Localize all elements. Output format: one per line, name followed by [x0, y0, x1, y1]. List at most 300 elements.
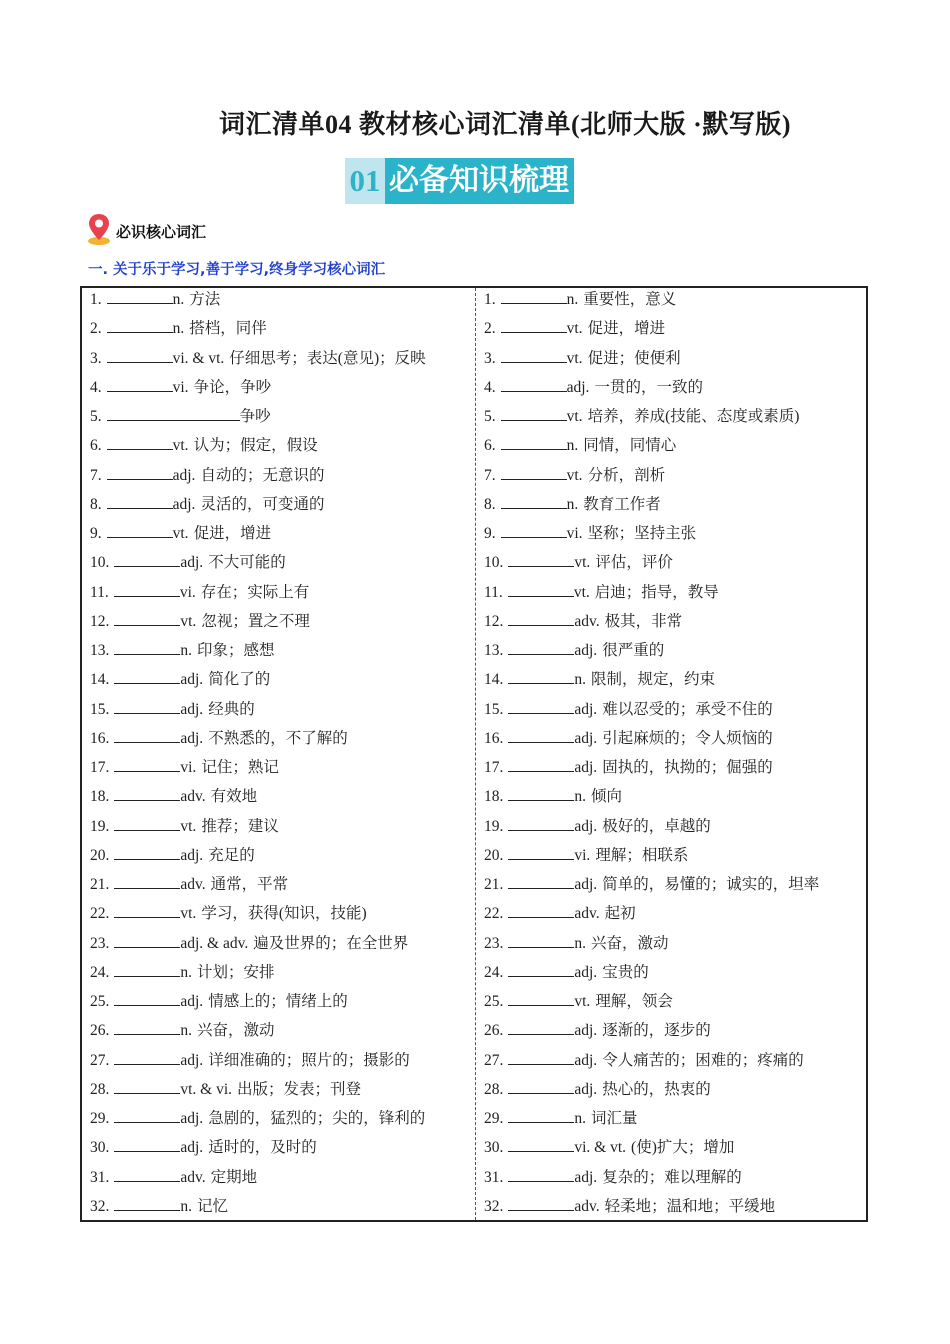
part-of-speech: adj. — [574, 729, 598, 747]
part-of-speech: adj. — [180, 729, 204, 747]
chinese-meaning: 自动的；无意识的 — [200, 466, 325, 484]
item-number: 10. — [90, 554, 110, 572]
vocab-row — [484, 932, 864, 961]
item-number: 3. — [484, 349, 496, 367]
vocab-row — [484, 376, 864, 405]
answer-blank[interactable] — [508, 727, 574, 743]
answer-blank[interactable] — [114, 1166, 180, 1182]
answer-blank[interactable] — [508, 610, 574, 626]
chinese-meaning: 兴奋，激动 — [591, 934, 669, 952]
chinese-meaning: 极其，非常 — [604, 612, 683, 630]
vocab-row — [484, 610, 864, 639]
part-of-speech: vt. — [180, 612, 197, 630]
vocab-row — [484, 727, 864, 756]
vocab-row — [484, 1195, 864, 1224]
answer-blank[interactable] — [114, 698, 180, 714]
answer-blank[interactable] — [107, 317, 173, 333]
item-number: 2. — [484, 320, 496, 338]
answer-blank[interactable] — [508, 1166, 574, 1182]
answer-blank[interactable] — [508, 1107, 574, 1123]
item-number: 27. — [90, 1051, 110, 1069]
chinese-meaning: 很严重的 — [602, 642, 665, 659]
answer-blank[interactable] — [114, 727, 180, 743]
answer-blank[interactable] — [508, 668, 574, 684]
part-of-speech: adv. — [180, 876, 206, 893]
part-of-speech: vi. — [179, 583, 196, 601]
answer-blank[interactable] — [107, 376, 173, 392]
answer-blank[interactable] — [508, 1019, 574, 1035]
vocab-row — [484, 1107, 864, 1136]
part-of-speech: adj. — [574, 876, 598, 893]
answer-blank[interactable] — [501, 347, 567, 363]
chinese-meaning: 理解，领会 — [595, 993, 673, 1010]
item-number: 3. — [90, 349, 102, 367]
chinese-meaning: 教育工作者 — [583, 495, 661, 513]
chinese-meaning: 方法 — [189, 291, 221, 308]
vocab-row — [484, 493, 864, 522]
chinese-meaning: 遍及世界的；在全世界 — [253, 934, 409, 952]
vocab-row — [484, 1136, 864, 1165]
subheading: 一. 关于乐于学习,善于学习,终身学习核心词汇 — [88, 262, 386, 278]
part-of-speech: vt. — [574, 993, 591, 1010]
item-number: 24. — [484, 963, 504, 981]
part-of-speech: n. — [566, 437, 579, 455]
answer-blank[interactable] — [508, 815, 574, 831]
chinese-meaning: 情感上的；情绪上的 — [208, 993, 348, 1010]
part-of-speech: vt. — [566, 408, 583, 425]
part-of-speech: adj. — [180, 700, 204, 718]
item-number: 23. — [90, 934, 110, 952]
vocab-row — [90, 727, 470, 756]
part-of-speech: adj. — [574, 817, 598, 835]
chinese-meaning: 不熟悉的，不了解的 — [208, 729, 348, 747]
answer-blank[interactable] — [114, 785, 180, 801]
answer-blank[interactable] — [114, 639, 180, 655]
item-number: 28. — [484, 1080, 504, 1098]
answer-blank[interactable] — [501, 405, 567, 421]
chinese-meaning: 一贯的，一致的 — [594, 378, 703, 396]
item-number: 12. — [90, 612, 110, 630]
answer-blank[interactable] — [501, 376, 567, 392]
vocab-row — [484, 873, 864, 902]
part-of-speech: adj. — [574, 1080, 598, 1098]
chinese-meaning: 不大可能的 — [208, 554, 286, 572]
chinese-meaning: 宝贵的 — [602, 963, 649, 981]
part-of-speech: vt. — [566, 466, 583, 484]
answer-blank[interactable] — [501, 317, 567, 333]
part-of-speech: vt. — [172, 437, 189, 455]
part-of-speech: n. — [180, 963, 192, 981]
chinese-meaning: 搭档，同伴 — [189, 320, 267, 338]
answer-blank[interactable] — [107, 405, 240, 421]
item-number: 24. — [90, 963, 110, 981]
vocab-row — [484, 844, 864, 873]
vocab-row — [90, 932, 470, 961]
answer-blank[interactable] — [114, 610, 180, 626]
item-number: 12. — [484, 612, 504, 630]
part-of-speech: adj. — [574, 642, 598, 659]
vocab-row — [484, 815, 864, 844]
vocab-row — [484, 405, 864, 434]
badge-number: 01 — [345, 158, 385, 204]
part-of-speech: vi. — [180, 759, 197, 776]
answer-blank[interactable] — [114, 1136, 180, 1152]
chinese-meaning: 固执的，执拗的；倔强的 — [602, 759, 773, 776]
item-number: 9. — [484, 525, 496, 542]
part-of-speech: adj. — [574, 963, 598, 981]
vocab-row — [90, 376, 470, 405]
answer-blank[interactable] — [114, 990, 180, 1006]
chinese-meaning: 同情，同情心 — [583, 437, 677, 455]
chinese-meaning: 启迪；指导，教导 — [594, 583, 719, 601]
answer-blank[interactable] — [508, 844, 574, 860]
answer-blank[interactable] — [114, 1049, 180, 1065]
left-column — [90, 288, 470, 1224]
chinese-meaning: 学习，获得(知识，技能) — [201, 905, 367, 923]
vocab-row — [484, 756, 864, 785]
item-number: 17. — [90, 759, 110, 776]
vocab-row — [484, 581, 864, 610]
part-of-speech: n. — [180, 1022, 192, 1040]
vocab-row — [90, 961, 470, 990]
answer-blank[interactable] — [508, 961, 574, 977]
answer-blank[interactable] — [114, 844, 180, 860]
chinese-meaning: 有效地 — [210, 788, 258, 806]
answer-blank[interactable] — [508, 698, 574, 714]
item-number: 31. — [484, 1168, 504, 1186]
item-number: 11. — [90, 583, 109, 601]
vocab-row — [90, 756, 470, 785]
chinese-meaning: 起初 — [604, 905, 636, 923]
vocab-row — [90, 493, 470, 522]
vocab-row — [90, 405, 470, 434]
answer-blank[interactable] — [508, 902, 574, 918]
part-of-speech: n. — [566, 291, 579, 308]
answer-blank[interactable] — [114, 756, 180, 772]
vocab-row — [484, 522, 864, 551]
part-of-speech: adj. — [180, 993, 204, 1010]
item-number: 1. — [484, 291, 496, 308]
item-number: 14. — [90, 671, 110, 689]
item-number: 28. — [90, 1080, 110, 1098]
answer-blank[interactable] — [114, 1195, 180, 1211]
vocab-row — [90, 698, 470, 727]
part-of-speech: n. — [180, 642, 192, 659]
part-of-speech: vt. — [574, 554, 591, 572]
part-of-speech: vt. — [566, 320, 583, 338]
part-of-speech: adj. — [172, 466, 196, 484]
item-number: 26. — [90, 1022, 110, 1040]
item-number: 21. — [484, 876, 504, 893]
chinese-meaning: 灵活的，可变通的 — [200, 495, 325, 513]
item-number: 10. — [484, 554, 504, 572]
answer-blank[interactable] — [114, 668, 180, 684]
item-number: 32. — [484, 1197, 504, 1215]
chinese-meaning: 极好的，卓越的 — [602, 817, 711, 835]
chinese-meaning: 轻柔地；温和地；平缓地 — [604, 1197, 776, 1215]
part-of-speech: adv. — [574, 905, 600, 923]
answer-blank[interactable] — [501, 434, 567, 450]
chinese-meaning: 词汇量 — [591, 1110, 638, 1127]
answer-blank[interactable] — [508, 639, 574, 655]
answer-blank[interactable] — [508, 873, 574, 889]
answer-blank[interactable] — [114, 873, 180, 889]
item-number: 8. — [484, 495, 496, 513]
part-of-speech: vi. & vt. — [172, 349, 225, 367]
answer-blank[interactable] — [508, 756, 574, 772]
part-of-speech: vi. — [574, 846, 591, 864]
part-of-speech: adv. — [180, 1168, 206, 1186]
part-of-speech: n. — [574, 934, 586, 952]
chinese-meaning: 理解；相联系 — [595, 846, 689, 864]
chinese-meaning: 倾向 — [591, 788, 623, 806]
part-of-speech: adj. & adv. — [180, 934, 249, 952]
vocab-row — [90, 785, 470, 814]
item-number: 20. — [484, 846, 504, 864]
item-number: 29. — [484, 1110, 504, 1127]
vocab-row — [90, 1136, 470, 1165]
item-number: 4. — [90, 378, 102, 396]
chinese-meaning: 出版；发表；刊登 — [237, 1080, 362, 1098]
chinese-meaning: 兴奋，激动 — [197, 1022, 275, 1040]
part-of-speech: vi. & vt. — [574, 1139, 627, 1157]
chinese-meaning: 计划；安排 — [197, 963, 275, 981]
item-number: 29. — [90, 1110, 110, 1127]
item-number: 1. — [90, 291, 102, 308]
answer-blank[interactable] — [114, 902, 180, 918]
chinese-meaning: 逐渐的，逐步的 — [602, 1022, 711, 1040]
part-of-speech: adj. — [180, 554, 204, 572]
answer-blank[interactable] — [107, 288, 173, 304]
item-number: 22. — [90, 905, 110, 923]
right-column — [484, 288, 864, 1224]
chinese-meaning: 印象；感想 — [197, 642, 275, 659]
answer-blank[interactable] — [107, 464, 173, 480]
chinese-meaning: 充足的 — [208, 846, 255, 864]
part-of-speech: adj. — [574, 1168, 598, 1186]
part-of-speech: n. — [574, 1110, 586, 1127]
chinese-meaning: 难以忍受的；承受不住的 — [602, 700, 773, 718]
part-of-speech: adj. — [180, 846, 204, 864]
vocab-row — [90, 522, 470, 551]
item-number: 6. — [90, 437, 102, 455]
vocab-row — [90, 581, 470, 610]
item-number: 16. — [484, 729, 504, 747]
item-number: 22. — [484, 905, 504, 923]
item-number: 15. — [484, 700, 504, 718]
item-number: 25. — [484, 993, 504, 1010]
answer-blank[interactable] — [114, 581, 180, 597]
chinese-meaning: 评估，评价 — [595, 554, 673, 572]
part-of-speech: vt. — [573, 583, 590, 601]
item-number: 16. — [90, 729, 110, 747]
part-of-speech: adj. — [574, 1051, 598, 1069]
chinese-meaning: 通常，平常 — [210, 876, 289, 893]
answer-blank[interactable] — [114, 961, 180, 977]
part-of-speech: vt. — [566, 349, 583, 367]
vocab-row — [90, 551, 470, 580]
answer-blank[interactable] — [508, 1078, 574, 1094]
item-number: 9. — [90, 525, 102, 542]
answer-blank[interactable] — [501, 493, 567, 509]
item-number: 27. — [484, 1051, 504, 1069]
vocab-row — [484, 551, 864, 580]
answer-blank[interactable] — [114, 932, 180, 948]
vocab-row — [90, 1166, 470, 1195]
answer-blank[interactable] — [508, 1195, 574, 1211]
badge-label: 必备知识梳理 — [385, 158, 574, 204]
vocab-row — [90, 639, 470, 668]
part-of-speech: adj. — [566, 378, 590, 396]
answer-blank[interactable] — [501, 522, 567, 538]
vocab-row — [484, 1019, 864, 1048]
vocab-row — [90, 317, 470, 346]
part-of-speech: n. — [566, 495, 579, 513]
item-number: 14. — [484, 671, 504, 689]
chinese-meaning: 分析，剖析 — [587, 466, 666, 484]
item-number: 6. — [484, 437, 496, 455]
vocab-row — [484, 1078, 864, 1107]
vocab-row — [90, 610, 470, 639]
chinese-meaning: 适时的，及时的 — [208, 1139, 317, 1157]
chinese-meaning: 定期地 — [210, 1168, 258, 1186]
item-number: 5. — [484, 408, 496, 425]
chinese-meaning: 培养，养成(技能、态度或素质) — [587, 408, 800, 425]
answer-blank[interactable] — [508, 1049, 574, 1065]
answer-blank[interactable] — [114, 815, 180, 831]
item-number: 11. — [484, 583, 503, 601]
answer-blank[interactable] — [508, 551, 574, 567]
answer-blank[interactable] — [114, 1019, 180, 1035]
answer-blank[interactable] — [107, 347, 173, 363]
answer-blank[interactable] — [508, 581, 574, 597]
item-number: 25. — [90, 993, 110, 1010]
item-number: 13. — [90, 642, 110, 659]
vocab-row — [90, 288, 470, 317]
answer-blank[interactable] — [114, 1078, 180, 1094]
answer-blank[interactable] — [107, 522, 173, 538]
chinese-meaning: 坚称；坚持主张 — [587, 525, 697, 542]
part-of-speech: vi. — [566, 525, 583, 542]
answer-blank[interactable] — [107, 434, 173, 450]
vocab-row — [484, 288, 864, 317]
answer-blank[interactable] — [501, 288, 567, 304]
answer-blank[interactable] — [508, 932, 574, 948]
item-number: 5. — [90, 408, 102, 425]
part-of-speech: vt. & vi. — [180, 1080, 233, 1098]
answer-blank[interactable] — [501, 464, 567, 480]
chinese-meaning: 推荐；建议 — [201, 817, 279, 835]
chinese-meaning: 仔细思考；表达(意见)；反映 — [229, 349, 426, 367]
chinese-meaning: 急剧的，猛烈的；尖的，锋利的 — [208, 1110, 426, 1127]
answer-blank[interactable] — [508, 1136, 574, 1152]
part-of-speech: n. — [172, 291, 185, 308]
item-number: 32. — [90, 1197, 110, 1215]
page-title: 词汇清单04 教材核心词汇清单(北师大版 ·默写版) — [219, 110, 791, 139]
section-heading — [86, 212, 206, 246]
vocab-row — [90, 815, 470, 844]
chinese-meaning: 复杂的；难以理解的 — [602, 1168, 742, 1186]
answer-blank[interactable] — [508, 785, 574, 801]
answer-blank[interactable] — [114, 551, 180, 567]
chinese-meaning: 简化了的 — [208, 671, 271, 689]
part-of-speech: adj. — [180, 1110, 204, 1127]
item-number: 15. — [90, 700, 110, 718]
vocab-row — [484, 668, 864, 697]
part-of-speech: adv. — [574, 612, 600, 630]
chinese-meaning: 促进；使便利 — [587, 349, 681, 367]
chinese-meaning: 热心的，热衷的 — [602, 1080, 711, 1098]
vocab-row — [484, 961, 864, 990]
item-number: 18. — [484, 788, 504, 806]
vocab-row — [90, 902, 470, 931]
item-number: 7. — [484, 466, 496, 484]
chinese-meaning: 详细准确的；照片的；摄影的 — [208, 1051, 410, 1069]
chinese-meaning: 记忆 — [197, 1197, 229, 1215]
part-of-speech: adv. — [574, 1197, 600, 1215]
chinese-meaning: 简单的，易懂的；诚实的，坦率 — [602, 876, 820, 893]
answer-blank[interactable] — [508, 990, 574, 1006]
part-of-speech: adv. — [180, 788, 206, 806]
item-number: 8. — [90, 495, 102, 513]
chinese-meaning: 促进，增进 — [587, 320, 666, 338]
item-number: 30. — [90, 1139, 110, 1157]
chinese-meaning: 促进，增进 — [193, 525, 272, 542]
item-number: 7. — [90, 466, 102, 484]
part-of-speech: vt. — [180, 817, 197, 835]
part-of-speech: n. — [574, 788, 586, 806]
item-number: 13. — [484, 642, 504, 659]
item-number: 20. — [90, 846, 110, 864]
vocab-row — [484, 317, 864, 346]
section-label: 必识核心词汇 — [116, 222, 207, 241]
item-number: 4. — [484, 378, 496, 396]
chinese-meaning: 记住；熟记 — [201, 759, 279, 776]
vocab-row — [90, 464, 470, 493]
vocab-row — [90, 1019, 470, 1048]
vocab-row — [484, 1166, 864, 1195]
vocab-row — [484, 990, 864, 1019]
vocab-row — [90, 1049, 470, 1078]
vocab-row — [484, 698, 864, 727]
answer-blank[interactable] — [107, 493, 173, 509]
item-number: 26. — [484, 1022, 504, 1040]
part-of-speech: adj. — [574, 759, 598, 776]
part-of-speech: vt. — [172, 525, 189, 542]
vocab-row — [90, 873, 470, 902]
vocab-row — [90, 1195, 470, 1224]
item-number: 31. — [90, 1168, 110, 1186]
location-pin-icon — [86, 212, 112, 246]
item-number: 18. — [90, 788, 110, 806]
vocab-row — [90, 1107, 470, 1136]
chinese-meaning: 经典的 — [208, 700, 255, 718]
item-number: 30. — [484, 1139, 504, 1157]
vocab-row — [484, 902, 864, 931]
item-number: 19. — [90, 817, 110, 835]
part-of-speech: n. — [180, 1197, 192, 1215]
item-number: 21. — [90, 876, 110, 893]
item-number: 19. — [484, 817, 504, 835]
part-of-speech: adj. — [180, 1139, 204, 1157]
answer-blank[interactable] — [114, 1107, 180, 1123]
item-number: 23. — [484, 934, 504, 952]
vocab-row — [90, 668, 470, 697]
vocab-row — [90, 434, 470, 463]
part-of-speech: n. — [172, 320, 185, 338]
chinese-meaning: 争论，争吵 — [193, 378, 272, 396]
section-badge — [345, 158, 574, 204]
